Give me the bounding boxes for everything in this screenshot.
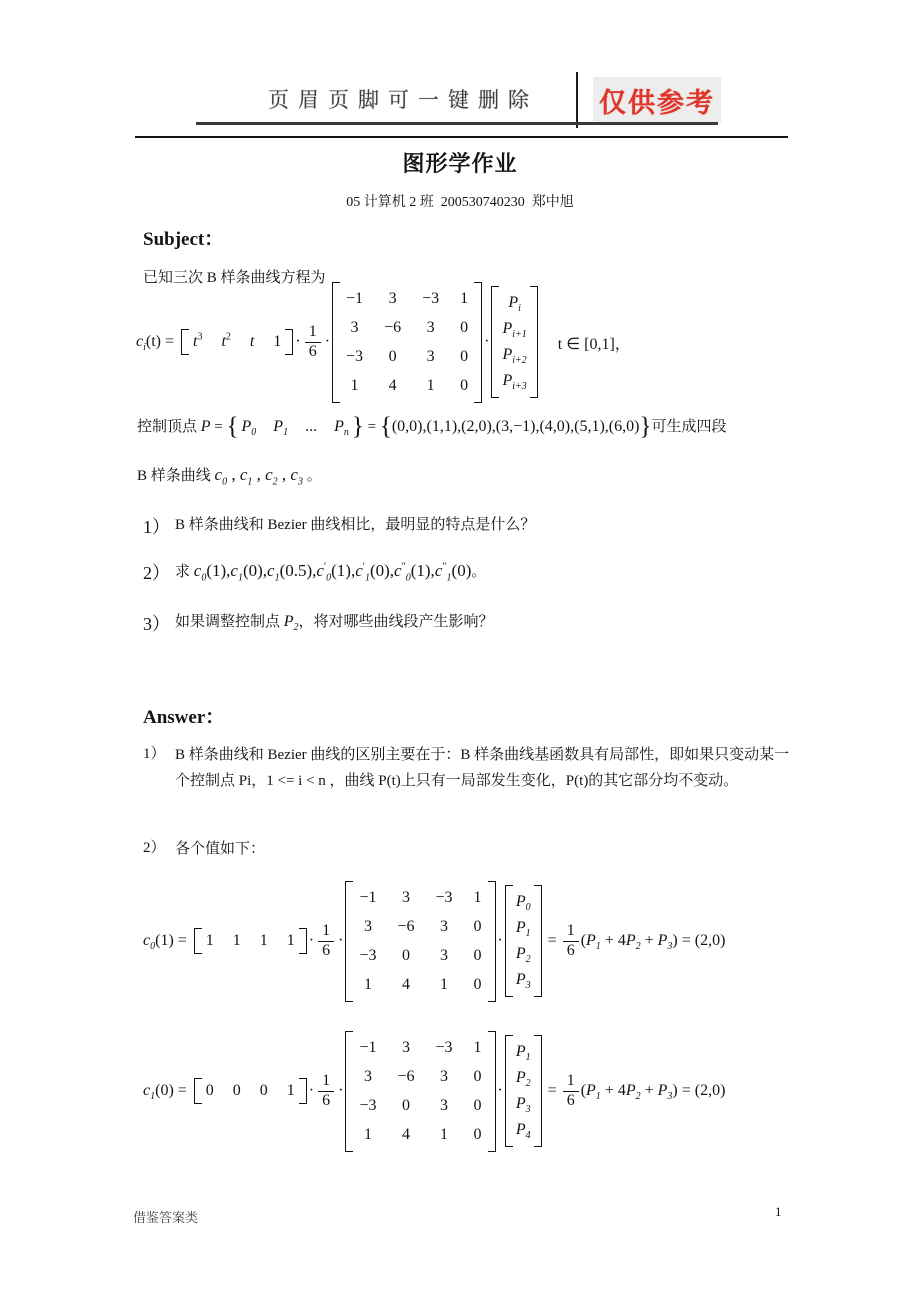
- answer-number: 2）: [143, 840, 166, 856]
- question-item-2: [143, 559, 803, 585]
- math-token: −1: [346, 289, 364, 307]
- math-token: $P_3$: [657, 1082, 673, 1103]
- basis-matrix: [345, 1031, 495, 1152]
- math-text: (t) =: [145, 333, 175, 350]
- math-token: 1: [363, 975, 372, 993]
- math-token: $c'_0(1)$,: [316, 561, 356, 584]
- math-token: +: [640, 1082, 658, 1099]
- fraction-one-sixth: [318, 922, 334, 960]
- math-text: (1) =: [155, 932, 187, 949]
- math-token: $c_3$: [290, 465, 303, 488]
- math-token: 3: [440, 917, 449, 935]
- page-title: 图形学作业: [402, 151, 518, 176]
- basis-matrix: [345, 881, 495, 1002]
- math-token: 0: [402, 1096, 410, 1114]
- question-text: [175, 559, 486, 584]
- math-token: 3: [426, 347, 435, 365]
- multiply-dot: ·: [308, 1082, 315, 1099]
- control-point-column-vector: [505, 1035, 542, 1147]
- fraction-numerator: 1: [318, 922, 334, 941]
- multiply-dot: ·: [497, 1082, 503, 1099]
- math-token: $c'_1(0)$,: [355, 561, 395, 584]
- close-brace: }: [639, 413, 652, 440]
- math-token: 3: [440, 946, 449, 964]
- math-token: −6: [397, 1067, 415, 1085]
- answer-number: 1）: [143, 746, 166, 762]
- subject-heading: Subject：: [143, 229, 224, 250]
- open-brace: {: [226, 413, 239, 440]
- fraction-denominator: 6: [322, 941, 331, 959]
- math-token: −3: [435, 888, 453, 906]
- math-token: 0: [473, 946, 482, 964]
- math-token: 1: [232, 932, 241, 949]
- math-token: 1: [473, 1038, 482, 1056]
- math-token: 1: [473, 888, 482, 906]
- math-token: 0: [402, 946, 410, 964]
- equation-bspline-definition: [136, 285, 631, 399]
- answer-item-1: [143, 742, 791, 794]
- curves-line: [137, 464, 322, 488]
- math-token: 3: [440, 1096, 449, 1114]
- footer-category: 借鉴答案类: [133, 1210, 199, 1225]
- intro-text: 已知三次 B 样条曲线方程为: [143, 270, 326, 286]
- math-token: −3: [359, 946, 377, 964]
- open-brace: {: [379, 413, 392, 440]
- math-token: 3: [426, 318, 435, 336]
- math-token: 0: [473, 1125, 482, 1143]
- control-point-coordinates: (0,0),(1,1),(2,0),(3,−1),(4,0),(5,1),(6,0): [391, 418, 640, 435]
- equals-sign: =: [363, 419, 380, 435]
- math-token: $P_0$: [241, 418, 257, 439]
- fraction-one-sixth: [563, 922, 579, 960]
- math-token: $P_0$: [515, 893, 531, 914]
- control-point-column-vector: [505, 885, 542, 997]
- math-token: 3: [350, 318, 359, 336]
- math-token: $P_3$: [657, 932, 673, 953]
- fraction-numerator: 1: [563, 922, 579, 941]
- math-token: ) = (2,0): [672, 1082, 726, 1099]
- math-token: (: [580, 932, 587, 949]
- fraction-one-sixth: [318, 1072, 334, 1110]
- text-fragment: 。: [302, 468, 322, 484]
- math-token: $P_2$: [625, 1082, 641, 1103]
- fraction-one-sixth: [563, 1072, 579, 1110]
- math-token: +: [640, 932, 658, 949]
- math-token: ) = (2,0): [672, 932, 726, 949]
- question-number: 1）: [143, 517, 170, 537]
- equation-result: [548, 922, 726, 960]
- math-token: $P_1$: [515, 919, 531, 940]
- math-token: 0: [232, 1082, 241, 1099]
- equation-lhs: [136, 333, 175, 354]
- equals-sign: =: [547, 1082, 557, 1099]
- parameter-domain: t ∈ [0,1]，: [557, 335, 631, 353]
- text-fragment: 如果调整控制点: [175, 614, 284, 630]
- multiply-dot: ·: [484, 333, 490, 350]
- answer-item-2-label: [143, 836, 788, 862]
- math-token: 1: [286, 932, 295, 949]
- question-number: 3）: [143, 614, 170, 634]
- question-item-1: [143, 513, 788, 539]
- math-token: (: [580, 1082, 587, 1099]
- math-token: 1: [440, 975, 449, 993]
- math-token: $t^3$: [193, 331, 203, 350]
- parameter-row-vector: [181, 329, 293, 355]
- question-item-3: [143, 610, 788, 636]
- equation-result: [548, 1072, 726, 1110]
- math-token: −3: [422, 289, 440, 307]
- multiply-dot: ·: [338, 932, 344, 949]
- fraction-denominator: 6: [308, 342, 317, 360]
- header-divider-line: [576, 72, 578, 128]
- multiply-dot: ·: [308, 932, 315, 949]
- math-token: + 4: [600, 1082, 626, 1099]
- math-token: 1: [350, 376, 359, 394]
- page-number: 1: [775, 1204, 782, 1219]
- math-token: $t^2$: [221, 331, 231, 350]
- math-token: $P_4$: [515, 1121, 531, 1142]
- math-token: $P_3$: [515, 971, 531, 992]
- math-token: 3: [402, 888, 410, 906]
- header-rule: [135, 136, 788, 138]
- math-token: 0: [473, 1067, 482, 1085]
- byline: 05 计算机 2 班 200530740230 郑中旭: [346, 195, 574, 210]
- math-token: 1: [205, 932, 214, 949]
- equals-sign: =: [210, 419, 227, 435]
- math-token: 3: [388, 289, 397, 307]
- fraction-denominator: 6: [322, 1091, 331, 1109]
- math-token: 0: [205, 1082, 214, 1099]
- basis-matrix: [332, 282, 482, 403]
- math-token: ...: [305, 418, 318, 435]
- math-token: −3: [346, 347, 364, 365]
- math-token: $P_1$: [273, 418, 289, 439]
- text-fragment: ，将对哪些曲线段产生影响？: [298, 614, 494, 630]
- answer-heading: Answer：: [143, 707, 225, 728]
- math-token: −1: [359, 888, 377, 906]
- math-token: −1: [359, 1038, 377, 1056]
- header-note: 页眉页脚可一键删除: [268, 88, 538, 112]
- math-token: 3: [402, 1038, 410, 1056]
- parameter-row-vector: [194, 1078, 307, 1104]
- equation-lhs: [143, 932, 187, 953]
- multiply-dot: ·: [497, 932, 503, 949]
- math-token: 1: [426, 376, 435, 394]
- math-token: 1: [460, 289, 469, 307]
- math-token: −6: [384, 318, 402, 336]
- math-token: $c''_0(1)$,: [394, 561, 435, 584]
- math-token: 1: [286, 1082, 295, 1099]
- math-token: 0: [460, 347, 469, 365]
- math-token: $P_i$: [508, 294, 521, 315]
- equals-sign: =: [547, 932, 557, 949]
- fraction-denominator: 6: [566, 1091, 575, 1109]
- header-underline: [196, 122, 718, 125]
- text-fragment: 求: [175, 564, 194, 580]
- control-point-column-vector: [491, 286, 537, 398]
- math-token: $P_2$: [515, 1069, 531, 1090]
- math-subscript: 1: [150, 1091, 156, 1103]
- multiply-dot: ·: [324, 333, 331, 350]
- math-token: 1: [273, 333, 282, 350]
- math-token: 0: [388, 347, 397, 365]
- math-token: $c_1(0.5)$,: [267, 561, 317, 584]
- math-token: $P_{i+3}$: [502, 372, 527, 393]
- math-var: c: [143, 1082, 151, 1099]
- text-fragment: 。: [471, 564, 487, 580]
- math-token: $P_{i+2}$: [502, 346, 527, 367]
- math-token: + 4: [600, 932, 626, 949]
- question-text: [175, 610, 494, 634]
- fraction-numerator: 1: [563, 1072, 579, 1091]
- equation-c0-1: [143, 876, 725, 1006]
- math-token: $c_0(1)$,: [193, 561, 231, 584]
- math-token: 1: [363, 1125, 372, 1143]
- math-token: 1: [259, 932, 268, 949]
- math-token: $P_1$: [586, 932, 601, 953]
- question-text: B 样条曲线和 Bezier 曲线相比，最明显的特点是什么？: [175, 517, 536, 533]
- math-var: c: [136, 333, 144, 350]
- math-token: −3: [359, 1096, 377, 1114]
- math-token: $c''_1(0)$: [434, 561, 472, 584]
- text-fragment: B 样条曲线: [137, 468, 215, 484]
- math-token: $P_2$: [625, 932, 641, 953]
- math-token: 3: [440, 1067, 449, 1085]
- math-var: c: [143, 932, 151, 949]
- question-number: 2）: [143, 563, 170, 583]
- text-fragment: 控制顶点: [137, 419, 201, 435]
- math-token: 0: [473, 917, 482, 935]
- math-subscript: i: [143, 342, 146, 354]
- control-points-line: [137, 414, 726, 439]
- control-point-symbols: [241, 418, 349, 439]
- math-token: $P_3$: [515, 1095, 531, 1116]
- parameter-row-vector: [194, 928, 307, 954]
- equation-c1-0: [143, 1026, 725, 1156]
- math-token: 0: [473, 1096, 482, 1114]
- math-token: $c_1(0)$,: [230, 561, 268, 584]
- math-token: $P_{i+1}$: [502, 320, 527, 341]
- math-token: −6: [397, 917, 415, 935]
- math-token: 4: [388, 376, 397, 394]
- math-token: 3: [363, 1067, 372, 1085]
- answer-text: B 样条曲线和 Bezier 曲线的区别主要在于：B 样条曲线基函数具有局部性，即如果只变动某一个控制点 Pi，1 <= i < n ，曲线 P(t)上只有一局部发生变化，P(t)的其它部分均不变动。: [175, 747, 790, 789]
- math-token: 0: [460, 376, 469, 394]
- math-token: −3: [435, 1038, 453, 1056]
- math-token: 3: [363, 917, 372, 935]
- control-point-symbol: [283, 613, 299, 634]
- math-token: $c_0$ ,: [214, 465, 240, 488]
- reference-stamp: 仅供参考: [593, 77, 721, 123]
- math-token: $P_2$: [283, 613, 299, 634]
- math-token: 0: [259, 1082, 268, 1099]
- multiply-dot: ·: [338, 1082, 344, 1099]
- answer-text: 各个值如下：: [175, 841, 266, 857]
- math-token: $c_1$ ,: [239, 465, 266, 488]
- math-token: 4: [402, 1125, 410, 1143]
- result-expression: [580, 1082, 726, 1103]
- math-token: $P_1$: [515, 1043, 531, 1064]
- math-token: $c_2$ ,: [265, 465, 291, 488]
- math-token: t: [249, 333, 255, 350]
- math-token: 0: [473, 975, 482, 993]
- math-token: 0: [460, 318, 469, 336]
- math-token: $P_1$: [586, 1082, 601, 1103]
- fraction-numerator: 1: [305, 323, 321, 342]
- fraction-one-sixth: [305, 323, 321, 361]
- equation-lhs: [143, 1082, 187, 1103]
- close-brace: }: [351, 413, 364, 440]
- math-token: 4: [402, 975, 410, 993]
- fraction-numerator: 1: [318, 1072, 334, 1091]
- math-token: 1: [440, 1125, 449, 1143]
- math-var: P: [200, 418, 211, 435]
- fraction-denominator: 6: [566, 941, 575, 959]
- math-subscript: 0: [150, 941, 156, 953]
- curve-symbols: [214, 465, 303, 488]
- requested-values: [193, 561, 472, 584]
- math-text: (0) =: [155, 1082, 187, 1099]
- math-token: $P_2$: [515, 945, 531, 966]
- math-token: $P_n$: [334, 418, 349, 439]
- multiply-dot: ·: [295, 333, 301, 350]
- text-fragment: 可生成四段: [651, 419, 727, 435]
- result-expression: [580, 932, 726, 953]
